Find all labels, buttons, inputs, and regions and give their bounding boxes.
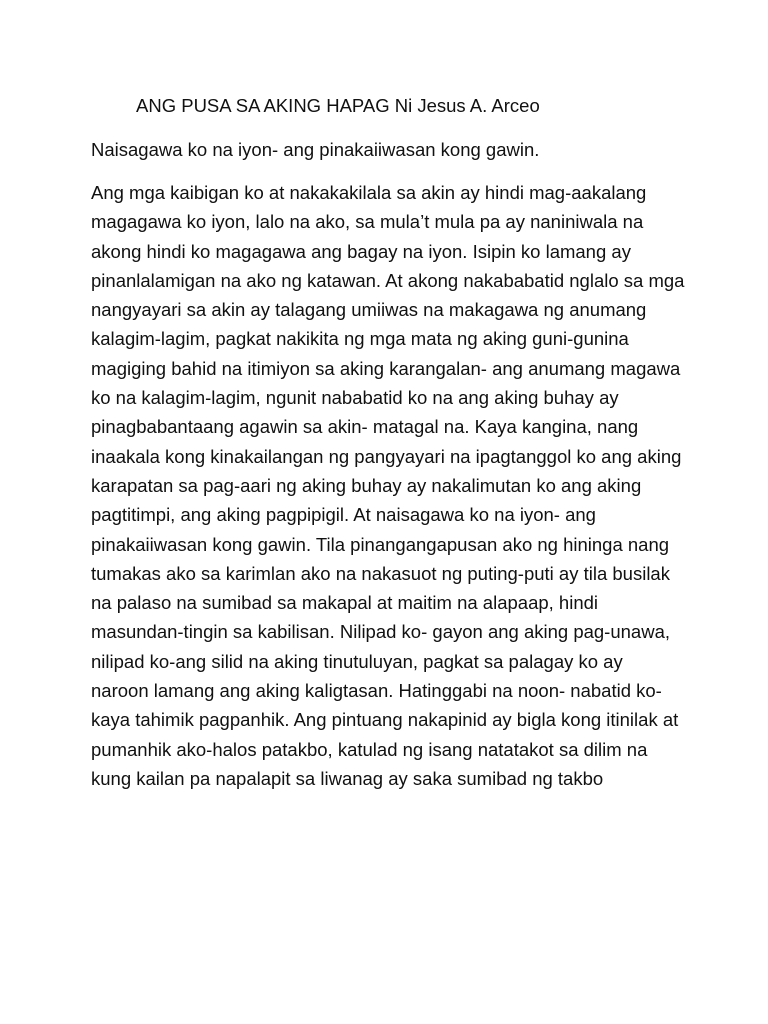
body-line: karapatan sa pag-aari ng aking buhay ay nakalimutan ko ang aking (91, 474, 642, 496)
body-line: tumakas ako sa karimlan ako na nakasuot ng puting-puti ay tila busilak (91, 562, 670, 584)
body-line: nangyayari sa akin ay talagang umiiwas na makagawa ng anumang (91, 299, 647, 321)
body-line: magiging bahid na itimiyon sa aking karangalan- ang anumang magawa (91, 357, 681, 379)
body-line: nilipad ko-ang silid na aking tinutuluyan, pagkat sa palagay ko ay (91, 650, 623, 672)
opening-line: Naisagawa ko na iyon- ang pinakaiiwasan kong gawin. (91, 139, 540, 160)
body-line: kalagim-lagim, pagkat nakikita ng mga mata ng aking guni-gunina (91, 328, 629, 350)
body-line: na palaso na sumibad sa makapal at maitim na alapaap, hindi (91, 592, 599, 614)
body-line: Ang mga kaibigan ko at nakakakilala sa akin ay hindi mag-aakalang (91, 182, 647, 203)
body-line: akong hindi ko magagawa ang bagay na iyon. Isipin ko lamang ay (91, 240, 631, 262)
body-line: naroon lamang ang aking kaligtasan. Hatinggabi na noon- nabatid ko- (91, 680, 662, 702)
body-line: kaya tahimik pagpanhik. Ang pintuang nakapinid ay bigla kong itinilak at (91, 709, 679, 731)
body-line: pinanlalamigan na ako ng katawan. At akong nakababatid nglalo sa mga (91, 269, 685, 291)
body-line: pumanhik ako-halos patakbo, katulad ng isang natatakot sa dilim na (91, 738, 648, 760)
body-line: pagtitimpi, ang aking pagpipigil. At naisagawa ko na iyon- ang (91, 504, 596, 526)
body-line: magagawa ko iyon, lalo na ako, sa mula’t mula pa ay naniniwala na (91, 211, 644, 233)
body-line: ko na kalagim-lagim, ngunit nababatid ko na ang aking buhay ay (91, 387, 619, 409)
body-line: pinakaiiwasan kong gawin. Tila pinangangapusan ako ng hininga nang (91, 533, 670, 555)
body-line: kung kailan pa napalapit sa liwanag ay saka sumibad ng takbo (91, 767, 604, 789)
body-line: inaakala kong kinakailangan ng pangyayari na ipagtanggol ko ang aking (91, 445, 682, 467)
body-line: pinagbabantaang agawin sa akin- matagal na. Kaya kangina, nang (91, 416, 639, 438)
body-line: masundan-tingin sa kabilisan. Nilipad ko- gayon ang aking pag-unawa, (91, 621, 671, 643)
document-title: ANG PUSA SA AKING HAPAG Ni Jesus A. Arceo (136, 95, 540, 116)
body-paragraph (91, 178, 731, 793)
